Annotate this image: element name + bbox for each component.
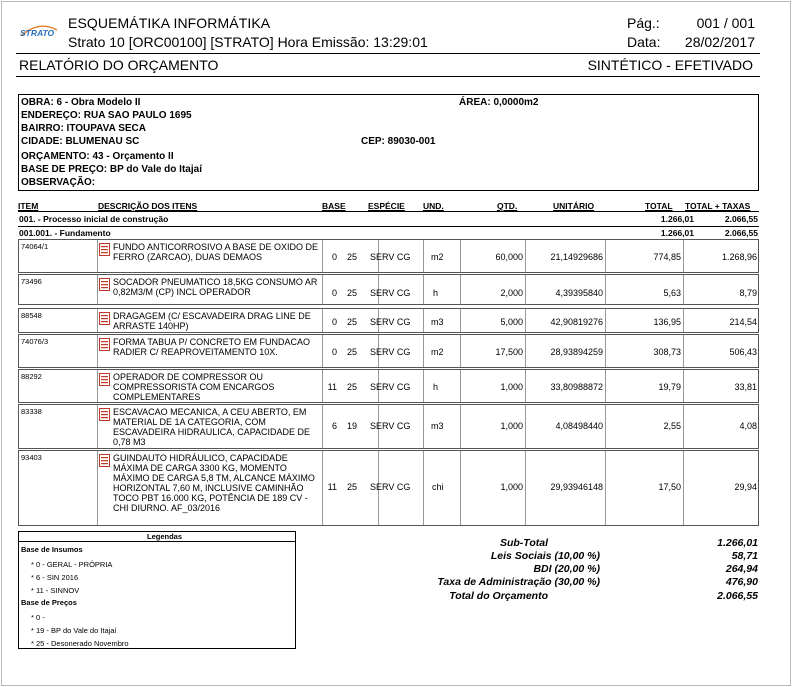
col-base: BASE <box>322 201 346 211</box>
item-total-taxas: 1.268,96 <box>721 252 757 262</box>
col-descricao: DESCRIÇÃO DOS ITENS <box>98 201 198 211</box>
table-row <box>18 308 759 333</box>
report-title: RELATÓRIO DO ORÇAMENTO <box>19 57 219 73</box>
composition-doc-icon <box>99 278 112 291</box>
item-quantity: 1,000 <box>500 382 523 392</box>
item-especie: SERV CG <box>370 382 411 392</box>
bairro: BAIRRO: ITOUPAVA SECA <box>21 123 147 134</box>
item-base-preco: 25 <box>346 382 357 392</box>
item-base-preco: 25 <box>346 252 357 262</box>
composition-doc-icon <box>99 408 112 421</box>
item-description: DRAGAGEM (C/ ESCAVADEIRA DRAG LINE DE ARRASTE 140HP) <box>113 311 311 331</box>
item-total-taxas: 4,08 <box>739 421 757 431</box>
item-description: OPERADOR DE COMPRESSOR OU COMPRESSORISTA COM ENCARGOS COMPLEMENTARES <box>113 372 275 402</box>
item-total: 308,73 <box>653 347 681 357</box>
item-especie: SERV CG <box>370 252 411 262</box>
item-total-taxas: 214,54 <box>729 317 757 327</box>
group-total: 1.266,01 <box>660 214 694 224</box>
col-total-taxas: TOTAL + TAXAS <box>685 201 751 211</box>
report-type: SINTÉTICO - EFETIVADO <box>587 57 753 73</box>
item-base-insumo: 6 <box>331 421 337 431</box>
page-number: 001 / 001 <box>696 15 755 31</box>
item-unit-price: 29,93946148 <box>550 482 603 492</box>
cep: CEP: 89030-001 <box>361 136 436 147</box>
item-total: 19,79 <box>658 382 681 392</box>
item-unit: m3 <box>431 421 444 431</box>
item-base-preco: 25 <box>346 482 357 492</box>
col-item: ITEM <box>18 201 39 211</box>
table-row <box>18 404 759 449</box>
legend-item: * 11 - SINNOV <box>31 586 80 595</box>
bdi-label: BDI (20,00 %) <box>533 563 600 575</box>
composition-doc-icon <box>99 373 112 386</box>
legend-insumos-title: Base de Insumos <box>21 545 83 554</box>
item-quantity: 1,000 <box>500 421 523 431</box>
table-row <box>18 334 759 368</box>
composition-doc-icon <box>99 338 112 351</box>
legend-box <box>18 531 296 649</box>
leis-sociais-value: 58,71 <box>731 550 758 562</box>
legend-item: * 0 - <box>31 613 45 622</box>
item-unit-price: 4,08498440 <box>555 421 603 431</box>
item-unit: m3 <box>431 317 444 327</box>
header-rule-bottom <box>16 76 760 77</box>
item-description: ESCAVACAO MECANICA, A CEU ABERTO, EM MATERIAL DE 1A CATEGORIA, COM ESCAVADEIRA HIDRAULICA, CAPACIDADE DE 0,78 M3 <box>113 407 311 447</box>
strato-logo-text: STRATO <box>20 28 55 38</box>
item-quantity: 17,500 <box>495 347 523 357</box>
bdi-value: 264,94 <box>725 563 758 575</box>
area: ÁREA: 0,0000m2 <box>459 97 539 108</box>
item-especie: SERV CG <box>370 347 411 357</box>
item-unit: h <box>433 382 439 392</box>
item-unit: chi <box>432 482 444 492</box>
item-code: 93403 <box>21 453 42 462</box>
item-description: FORMA TABUA P/ CONCRETO EM FUNDACAO RADIER C/ REAPROVEITAMENTO 10X. <box>113 337 311 357</box>
group-total-taxas: 2.066,55 <box>724 214 758 224</box>
col-especie: ESPÉCIE <box>368 201 405 211</box>
subtotal-value: 1.266,01 <box>717 537 758 549</box>
item-total-taxas: 33,81 <box>734 382 757 392</box>
item-description: SOCADOR PNEUMATICO 18,5KG CONSUMO AR 0,82M3/M (CP) INCL OPERADOR <box>113 277 318 297</box>
item-especie: SERV CG <box>370 288 411 298</box>
observacao: OBSERVAÇÃO: <box>21 177 96 188</box>
col-qtd: QTD. <box>497 201 518 211</box>
item-base-insumo: 11 <box>327 382 337 392</box>
item-code: 88292 <box>21 372 42 381</box>
legend-title: Legendas <box>147 532 183 541</box>
group-total-taxas: 2.066,55 <box>724 228 758 238</box>
item-especie: SERV CG <box>370 482 411 492</box>
item-unit-price: 42,90819276 <box>550 317 603 327</box>
item-total-taxas: 8,79 <box>739 288 757 298</box>
orcamento: ORÇAMENTO: 43 - Orçamento II <box>21 151 174 162</box>
total-orcamento-value: 2.066,55 <box>717 590 758 602</box>
leis-sociais-label: Leis Sociais (10,00 %) <box>490 550 600 562</box>
item-total: 774,85 <box>653 252 681 262</box>
item-code: 88548 <box>21 311 42 320</box>
group-row-1 <box>18 213 759 225</box>
item-unit-price: 28,93894259 <box>550 347 603 357</box>
item-total: 17,50 <box>658 482 681 492</box>
col-total: TOTAL <box>645 201 673 211</box>
item-unit: m2 <box>431 347 444 357</box>
item-total: 2,55 <box>663 421 681 431</box>
item-code: 74064/1 <box>21 242 49 251</box>
item-unit-price: 4,39395840 <box>555 288 603 298</box>
item-base-preco: 25 <box>346 288 357 298</box>
item-base-insumo: 0 <box>331 347 337 357</box>
item-base-insumo: 0 <box>331 288 337 298</box>
item-especie: SERV CG <box>370 421 411 431</box>
project-info-box <box>18 94 759 191</box>
item-base-insumo: 11 <box>327 482 337 492</box>
item-especie: SERV CG <box>370 317 411 327</box>
composition-doc-icon <box>99 454 112 467</box>
item-quantity: 5,000 <box>500 317 523 327</box>
item-description: GUINDAUTO HIDRÁULICO, CAPACIDADE MÁXIMA DE CARGA 3300 KG, MOMENTO MÁXIMO DE CARGA 5,8 TM, ALCANCE MÁXIMO HORIZONTAL 7,60 M, INCLUSIVE CAMINHÃO TOCO PBT 16.000 KG, POTÊNCIA DE 189 CV - CHI DIURNO. AF_03/2016 <box>113 453 315 513</box>
item-base-insumo: 0 <box>331 317 337 327</box>
total-orcamento-label: Total do Orçamento <box>449 590 548 602</box>
taxa-adm-label: Taxa de Administração (30,00 %) <box>437 576 600 588</box>
item-total: 5,63 <box>663 288 681 298</box>
page-label: Pág.: <box>627 15 660 31</box>
table-row <box>18 450 759 526</box>
report-page <box>1 1 791 686</box>
table-row <box>18 274 759 305</box>
composition-doc-icon <box>99 243 112 256</box>
group-total: 1.266,01 <box>660 228 694 238</box>
legend-item: * 19 - BP do Vale do Itajaí <box>31 626 117 635</box>
table-row <box>18 239 759 273</box>
group-label: 001.001. - Fundamento <box>19 228 111 238</box>
legend-item: * 25 - Desonerado Novembro <box>31 639 129 648</box>
header-rule-top <box>16 53 760 54</box>
item-base-preco: 19 <box>346 421 357 431</box>
item-unit: m2 <box>431 252 444 262</box>
item-unit-price: 33,80988872 <box>550 382 603 392</box>
cidade: CIDADE: BLUMENAU SC <box>21 136 140 147</box>
legend-precos-title: Base de Preços <box>21 598 77 607</box>
item-quantity: 2,000 <box>500 288 523 298</box>
col-unitario: UNITÁRIO <box>553 201 595 211</box>
item-quantity: 60,000 <box>495 252 523 262</box>
columns-rule <box>18 211 759 212</box>
item-unit-price: 21,14929686 <box>550 252 603 262</box>
subtotal-label: Sub-Total <box>499 537 548 549</box>
item-code: 74076/3 <box>21 337 49 346</box>
item-total-taxas: 29,94 <box>734 482 757 492</box>
obra: OBRA: 6 - Obra Modelo II <box>21 97 141 108</box>
strato-logo <box>19 22 59 40</box>
item-base-preco: 25 <box>346 317 357 327</box>
item-base-preco: 25 <box>346 347 357 357</box>
group-row-2 <box>18 227 759 239</box>
date-value: 28/02/2017 <box>684 34 755 50</box>
item-total: 136,95 <box>653 317 681 327</box>
group-label: 001. - Processo inicial de construção <box>19 214 169 224</box>
taxa-adm-value: 476,90 <box>725 576 758 588</box>
system-line: Strato 10 [ORC00100] [STRATO] Hora Emissão: 13:29:01 <box>68 34 428 50</box>
table-row <box>18 369 759 403</box>
col-und: UND. <box>423 201 444 211</box>
item-unit: h <box>433 288 439 298</box>
item-quantity: 1,000 <box>500 482 523 492</box>
legend-item: * 0 - GERAL - PRÓPRIA <box>31 560 113 569</box>
legend-item: * 6 - SIN 2016 <box>31 573 79 582</box>
endereco: ENDEREÇO: RUA SAO PAULO 1695 <box>21 110 192 121</box>
item-total-taxas: 506,43 <box>729 347 757 357</box>
composition-doc-icon <box>99 312 112 325</box>
item-description: FUNDO ANTICORROSIVO A BASE DE OXIDO DE FERRO (ZARCAO), DUAS DEMAOS <box>113 242 319 262</box>
item-code: 73496 <box>21 277 42 286</box>
item-base-insumo: 0 <box>331 252 337 262</box>
item-code: 83338 <box>21 407 42 416</box>
company-name: ESQUEMÁTIKA INFORMÁTIKA <box>68 15 271 31</box>
base-preco: BASE DE PREÇO: BP do Vale do Itajaí <box>21 164 202 175</box>
date-label: Data: <box>627 34 661 50</box>
